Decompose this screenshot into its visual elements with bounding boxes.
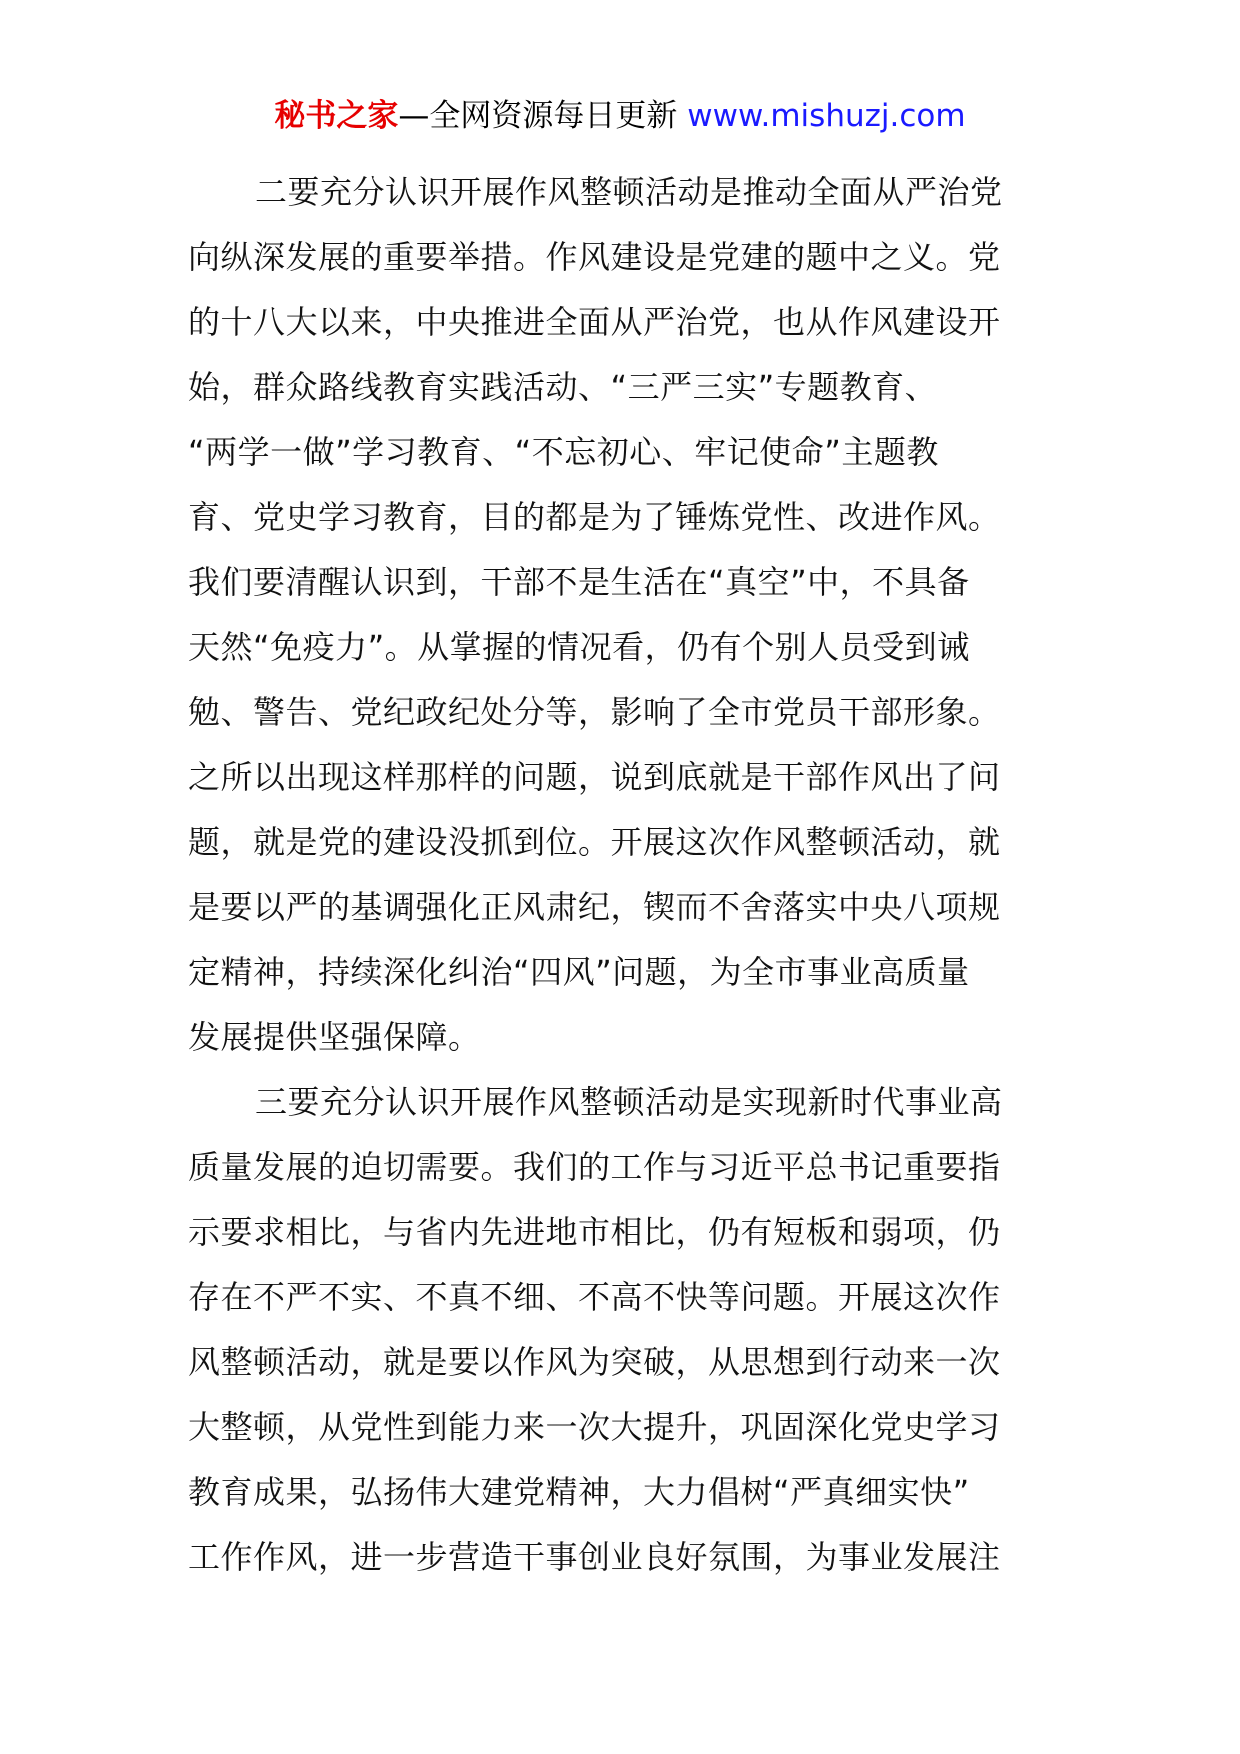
header-url-link[interactable]: www.mishuzj.com [687, 98, 966, 134]
text-line: 二要充分认识开展作风整顿活动是推动全面从严治党 [255, 173, 1003, 211]
text-line: 勉、警告、党纪政纪处分等，影响了全市党员干部形象。 [188, 693, 1001, 731]
text-line: 是要以严的基调强化正风肃纪，锲而不舍落实中央八项规 [188, 888, 1001, 926]
text-line: 工作作风，进一步营造干事创业良好氛围，为事业发展注 [188, 1538, 1001, 1576]
paragraph-2 [188, 160, 1054, 1070]
text-line: 示要求相比，与省内先进地市相比，仍有短板和弱项，仍 [188, 1213, 1001, 1251]
text-line: 题，就是党的建设没抓到位。开展这次作风整顿活动，就 [188, 823, 1001, 861]
header-tagline: —全网资源每日更新 [398, 98, 678, 134]
text-line: 始，群众路线教育实践活动、“三严三实”专题教育、 [188, 368, 938, 406]
brand-name: 秘书之家 [274, 98, 399, 134]
text-line: 之所以出现这样那样的问题，说到底就是干部作风出了问 [188, 758, 1001, 796]
document-body [188, 160, 1054, 1590]
text-line: 发展提供坚强保障。 [188, 1018, 481, 1056]
text-line: 质量发展的迫切需要。我们的工作与习近平总书记重要指 [188, 1148, 1001, 1186]
text-line: 三要充分认识开展作风整顿活动是实现新时代事业高 [255, 1083, 1003, 1121]
text-line: 向纵深发展的重要举措。作风建设是党建的题中之义。党 [188, 238, 1001, 276]
paragraph-3 [188, 1070, 1054, 1590]
text-line: 教育成果，弘扬伟大建党精神，大力倡树“严真细实快” [188, 1473, 970, 1511]
text-line: 风整顿活动，就是要以作风为突破，从思想到行动来一次 [188, 1343, 1001, 1381]
text-line: “两学一做”学习教育、“不忘初心、牢记使命”主题教 [188, 433, 939, 471]
page-header [0, 96, 1240, 136]
text-line: 存在不严不实、不真不细、不高不快等问题。开展这次作 [188, 1278, 1001, 1316]
text-line: 天然“免疫力”。从掌握的情况看，仍有个别人员受到诫 [188, 628, 970, 666]
text-line: 育、党史学习教育，目的都是为了锤炼党性、改进作风。 [188, 498, 1001, 536]
text-line: 我们要清醒认识到，干部不是生活在“真空”中，不具备 [188, 563, 970, 601]
text-line: 定精神，持续深化纠治“四风”问题，为全市事业高质量 [188, 953, 970, 991]
text-line: 大整顿，从党性到能力来一次大提升，巩固深化党史学习 [188, 1408, 1001, 1446]
text-line: 的十八大以来，中央推进全面从严治党，也从作风建设开 [188, 303, 1001, 341]
